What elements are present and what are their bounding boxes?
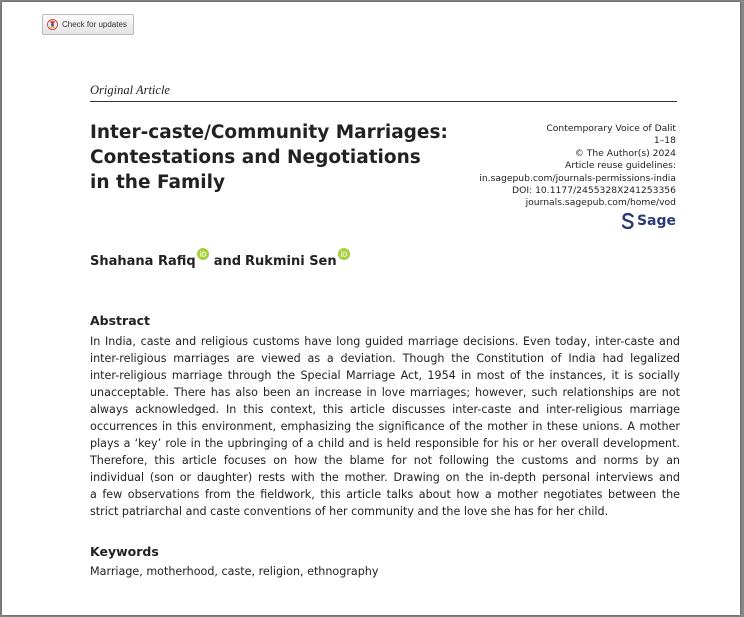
abstract-line: occurrences in this environment, emphasizing the significance of the mother in these unions. A mother (90, 420, 680, 433)
abstract-line: individual (son or daughter) rests with the mother. Drawing on the in-depth personal interviews and (90, 471, 680, 484)
check-for-updates-button[interactable] (42, 14, 134, 35)
reuse-guidelines-label: Article reuse guidelines: (565, 160, 676, 172)
copyright: © The Author(s) 2024 (574, 147, 676, 159)
abstract-line: strict patriarchal and caste conventions of her community and the love she has for her child. (90, 505, 609, 518)
abstract-line: inter-religious marriages are viewed as a deviation. Though the Constitution of India had legalized (90, 352, 680, 365)
journal-home-link[interactable]: journals.sagepub.com/home/vod (525, 197, 676, 209)
check-for-updates-label: Check for updates (62, 20, 127, 29)
publisher-name: Sage (636, 213, 676, 229)
abstract-line: always acknowledged. In this context, this article discusses inter-caste and inter-religious marriage (90, 403, 680, 416)
article-page (2, 2, 740, 615)
title-line: Inter-caste/Community Marriages: (90, 122, 448, 143)
abstract-line: In India, caste and religious customs have long guided marriage decisions. Even today, inter-caste and (90, 335, 680, 348)
page-range: 1–18 (653, 135, 676, 147)
abstract-line: a few observations from the fieldwork, this article talks about how a mother negotiates between the (90, 488, 680, 501)
header-rule (90, 101, 677, 102)
abstract-body (90, 333, 680, 520)
abstract-line: Therefore, this article focuses on how the blame for not following the customs and norms by an (90, 454, 680, 467)
title-line: in the Family (90, 172, 226, 193)
journal-name: Contemporary Voice of Dalit (546, 123, 676, 134)
abstract-line: plays a ‘key’ role in the upbringing of a child and is held responsible for his or her overall development. (90, 437, 680, 450)
abstract-heading: Abstract (90, 313, 151, 328)
orcid-icon[interactable] (197, 248, 209, 260)
author-separator: and (213, 254, 242, 269)
author-list (90, 254, 352, 269)
permissions-link[interactable]: in.sagepub.com/journals-permissions-india (479, 172, 676, 184)
publisher-logo (622, 213, 676, 229)
doi[interactable]: DOI: 10.1177/2455328X241253356 (512, 185, 676, 197)
abstract-line: inter-religious marriage through the Special Marriage Act, 1954 in most of the instances, it is socially (90, 369, 680, 382)
title-line: Contestations and Negotiations (90, 147, 421, 168)
article-title (90, 120, 470, 195)
crossmark-icon (47, 19, 58, 30)
keywords-heading: Keywords (90, 544, 159, 559)
author-name: Shahana Rafiq (90, 254, 196, 269)
author-name: Rukmini Sen (245, 254, 337, 269)
orcid-icon[interactable] (338, 248, 350, 260)
journal-metadata (479, 123, 676, 210)
abstract-line: unacceptable. There has also been an increase in love marriages; however, such relationships are not (90, 386, 680, 399)
article-type-label: Original Article (90, 83, 170, 97)
sage-s-icon (622, 213, 634, 229)
keywords-list: Marriage, motherhood, caste, religion, ethnography (90, 565, 379, 578)
